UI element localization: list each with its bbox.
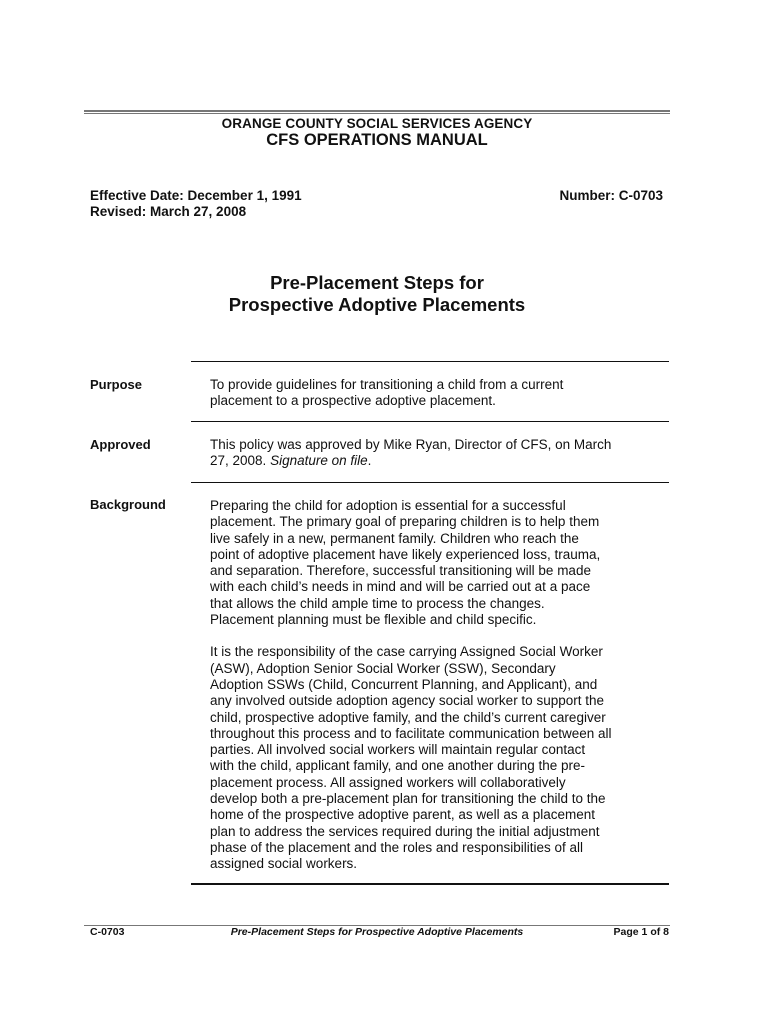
section-divider <box>191 361 669 362</box>
background-label: Background <box>90 497 166 512</box>
footer-title: Pre-Placement Steps for Prospective Adoptive Placements <box>230 926 524 938</box>
purpose-label: Purpose <box>90 377 143 392</box>
revised-date: Revised: March 27, 2008 <box>90 204 247 219</box>
approved-paragraph <box>210 437 670 470</box>
page-title-line-1: Pre-Placement Steps for <box>270 272 484 293</box>
section-divider <box>191 421 669 422</box>
page-title-line-2: Prospective Adoptive Placements <box>228 294 526 315</box>
document-number: Number: C-0703 <box>559 188 663 203</box>
approved-label: Approved <box>90 437 151 452</box>
approved-text <box>210 437 670 470</box>
background-paragraph-2: It is the responsibility of the case carrying Assigned Social Worker (ASW), Adoption Senior Social Worker (SSW), Secondary Adoption SSWs (Child, Concurrent Planning, and Applicant), and any involved outside adoption agency social worker to support the child, prospective adoptive family, and the child’s current caregiver throughout this process and to facilitate communication between all parties. All involved social workers will maintain regular contact with the child, applicant family, and one another during the pre- placement process. All assigned workers will collaboratively develop both a pre-placement plan for transitioning the child to the home of the prospective adoptive parent, as well as a placement plan to address the services required during the initial adjustment phase of the placement and the roles and responsibilities of all assigned social workers. <box>210 644 612 872</box>
agency-name: ORANGE COUNTY SOCIAL SERVICES AGENCY <box>221 116 533 131</box>
manual-title: CFS OPERATIONS MANUAL <box>266 131 488 149</box>
approved-statement: This policy was approved by Mike Ryan, Director of CFS, on March 27, 2008. <box>210 437 612 469</box>
signature-note: Signature on file <box>270 453 368 469</box>
footer-page-number: Page 1 of 8 <box>613 926 669 938</box>
page-title <box>84 272 670 316</box>
purpose-text <box>210 377 670 410</box>
section-divider <box>191 482 669 483</box>
section-divider <box>191 883 669 885</box>
purpose-paragraph: To provide guidelines for transitioning a child from a current placement to a prospective adoptive placement. <box>210 377 564 409</box>
effective-date: Effective Date: December 1, 1991 <box>90 188 302 203</box>
background-text <box>210 498 670 873</box>
header-rule-bottom <box>84 113 670 114</box>
footer-code: C-0703 <box>90 926 125 938</box>
header-rule-top <box>84 110 670 112</box>
approved-period: . <box>367 453 372 469</box>
background-paragraph-1: Preparing the child for adoption is essential for a successful placement. The primary goal of preparing children is to help them live safely in a new, permanent family. Children who reach the point of adoptive placement have likely experienced loss, trauma, and separation. Therefore, successful transitioning will be made with each child’s needs in mind and will be carried out at a pace that allows the child ample time to process the changes. Placement planning must be flexible and child specific. <box>210 498 601 628</box>
